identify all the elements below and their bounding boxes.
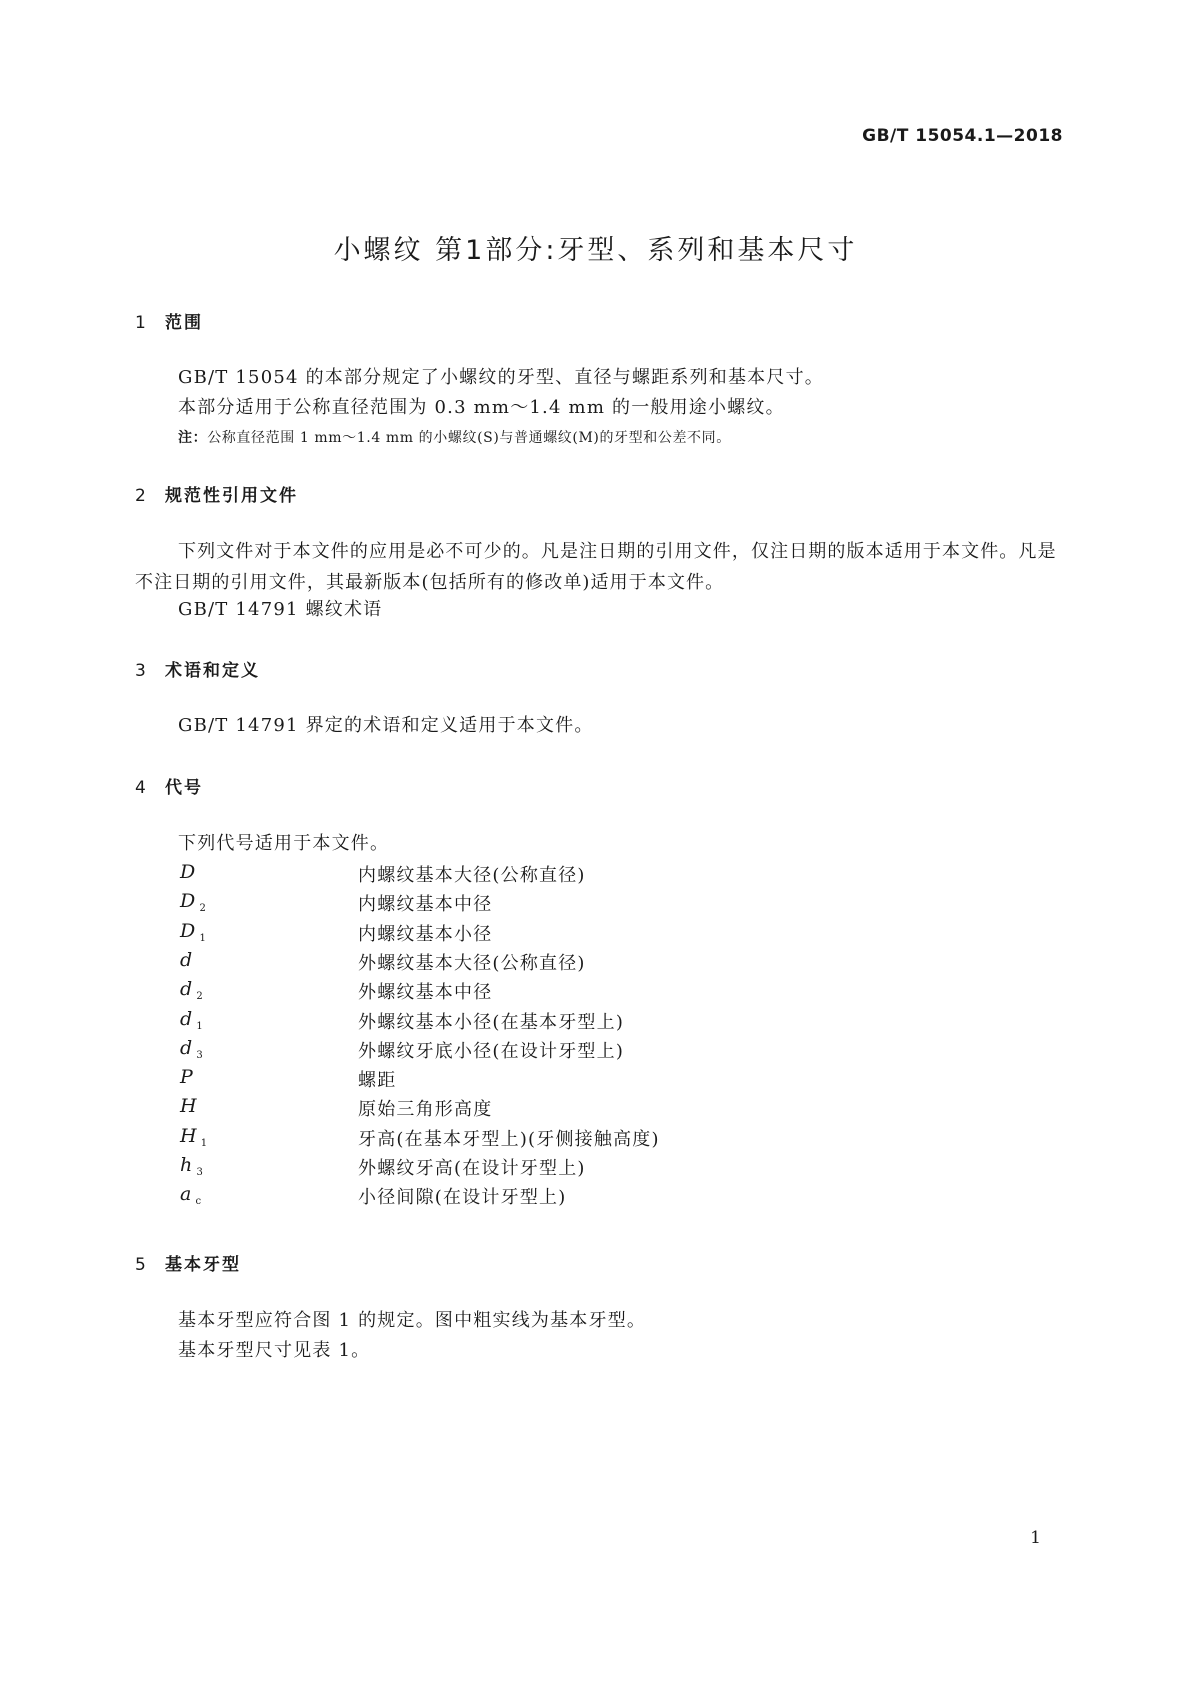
terms-paragraph: GB/T 14791 界定的术语和定义适用于本文件。 — [178, 715, 594, 736]
symbol-row — [180, 920, 880, 951]
symbol-row — [180, 861, 880, 892]
symbol-row — [180, 890, 880, 921]
section-heading-terms — [135, 656, 260, 681]
symbol-description: 外螺纹基本大径(公称直径) — [358, 952, 586, 974]
symbol-row — [180, 1008, 880, 1039]
symbol: H — [180, 1095, 198, 1118]
symbol-cell — [180, 920, 207, 944]
symbol-subscript: c — [195, 1196, 203, 1208]
symbol-description: 内螺纹基本中径 — [358, 894, 493, 916]
symbol-description: 外螺纹牙高(在设计牙型上) — [358, 1158, 586, 1179]
section-heading-normative-references — [135, 481, 298, 506]
note-label: 注： — [178, 430, 208, 446]
section-number: 4 — [135, 778, 148, 798]
symbol-cell — [180, 1095, 201, 1119]
basic-profile-paragraph-1: 基本牙型应符合图 1 的规定。图中粗实线为基本牙型。 — [178, 1310, 647, 1331]
section-title: 术语和定义 — [165, 661, 260, 681]
references-paragraph: 下列文件对于本文件的应用是必不可少的。凡是注日期的引用文件，仅注日期的版本适用于本文件。凡是不注日期的引用文件，其最新版本(包括所有的修改单)适用于本文件。 — [135, 541, 1057, 593]
symbol-cell — [180, 1125, 208, 1149]
symbol-cell — [180, 1066, 197, 1090]
symbol: d — [180, 1007, 194, 1030]
symbol-cell — [180, 1037, 204, 1061]
symbol-row — [180, 1037, 880, 1068]
symbol-subscript: 1 — [196, 1020, 204, 1032]
scope-paragraph-2: 本部分适用于公称直径范围为 0.3 mm～1.4 mm 的一般用途小螺纹。 — [178, 397, 785, 418]
symbol-cell — [180, 861, 199, 885]
section-title: 范围 — [165, 313, 203, 333]
note-text: 公称直径范围 1 mm～1.4 mm 的小螺纹(S)与普通螺纹(M)的牙型和公差不同。 — [207, 430, 731, 446]
symbol-cell — [180, 949, 196, 973]
symbols-intro: 下列代号适用于本文件。 — [178, 833, 390, 854]
symbol-row — [180, 978, 880, 1009]
symbol-description: 小径间隙(在设计牙型上) — [358, 1187, 567, 1209]
symbol: h — [180, 1154, 194, 1176]
section-title: 基本牙型 — [165, 1255, 241, 1275]
symbol: D — [180, 861, 197, 883]
symbol-description: 螺距 — [358, 1070, 397, 1092]
scope-note — [178, 427, 731, 447]
document-code: GB/T 15054.1—2018 — [862, 126, 1063, 146]
symbol-description: 内螺纹基本大径(公称直径) — [358, 865, 586, 886]
symbol: d — [180, 978, 194, 1001]
symbol-description: 牙高(在基本牙型上)(牙侧接触高度) — [358, 1128, 660, 1150]
symbol-row — [180, 1183, 880, 1214]
symbol: H — [180, 1124, 198, 1147]
section-number: 1 — [135, 313, 148, 333]
symbol-cell — [180, 1183, 202, 1207]
reference-item: GB/T 14791 螺纹术语 — [178, 599, 383, 620]
section-title: 规范性引用文件 — [165, 486, 298, 506]
symbol: D — [180, 890, 197, 913]
symbol-description: 内螺纹基本小径 — [358, 923, 493, 945]
section-number: 5 — [135, 1255, 148, 1275]
symbol: d — [180, 948, 194, 971]
symbol-row — [180, 1095, 880, 1126]
symbol-description: 外螺纹基本小径(在基本牙型上) — [358, 1011, 625, 1033]
symbol-cell — [180, 978, 204, 1002]
section-heading-basic-profile — [135, 1250, 241, 1275]
symbol: a — [180, 1183, 193, 1206]
symbol: d — [180, 1036, 194, 1059]
symbol: D — [180, 919, 197, 942]
symbol-cell — [180, 1154, 204, 1178]
symbol-cell — [180, 1008, 204, 1032]
symbol-subscript: 2 — [199, 903, 207, 915]
section-heading-symbols — [135, 773, 203, 798]
section-number: 3 — [135, 661, 148, 681]
page-title: 小螺纹 第1部分:牙型、系列和基本尺寸 — [333, 235, 858, 266]
symbol-cell — [180, 890, 207, 914]
symbol-description: 原始三角形高度 — [358, 1099, 493, 1121]
symbol-description: 外螺纹基本中径 — [358, 982, 493, 1004]
symbol-subscript: 1 — [199, 932, 207, 944]
section-heading-scope — [135, 308, 203, 333]
scope-paragraph-1: GB/T 15054 的本部分规定了小螺纹的牙型、直径与螺距系列和基本尺寸。 — [178, 367, 824, 388]
symbol-subscript: 3 — [196, 1049, 204, 1061]
page-number: 1 — [1030, 1528, 1041, 1548]
symbol-description: 外螺纹牙底小径(在设计牙型上) — [358, 1040, 625, 1062]
symbol-subscript: 3 — [196, 1167, 204, 1178]
symbol-subscript: 2 — [196, 991, 204, 1003]
section-number: 2 — [135, 486, 148, 506]
symbol-row — [180, 1125, 880, 1156]
symbol: P — [180, 1066, 194, 1089]
symbol-row — [180, 1066, 880, 1097]
basic-profile-paragraph-2: 基本牙型尺寸见表 1。 — [178, 1340, 371, 1361]
symbol-row — [180, 1154, 880, 1185]
section-title: 代号 — [165, 778, 203, 798]
symbol-subscript: 1 — [200, 1137, 209, 1149]
symbol-row — [180, 949, 880, 980]
